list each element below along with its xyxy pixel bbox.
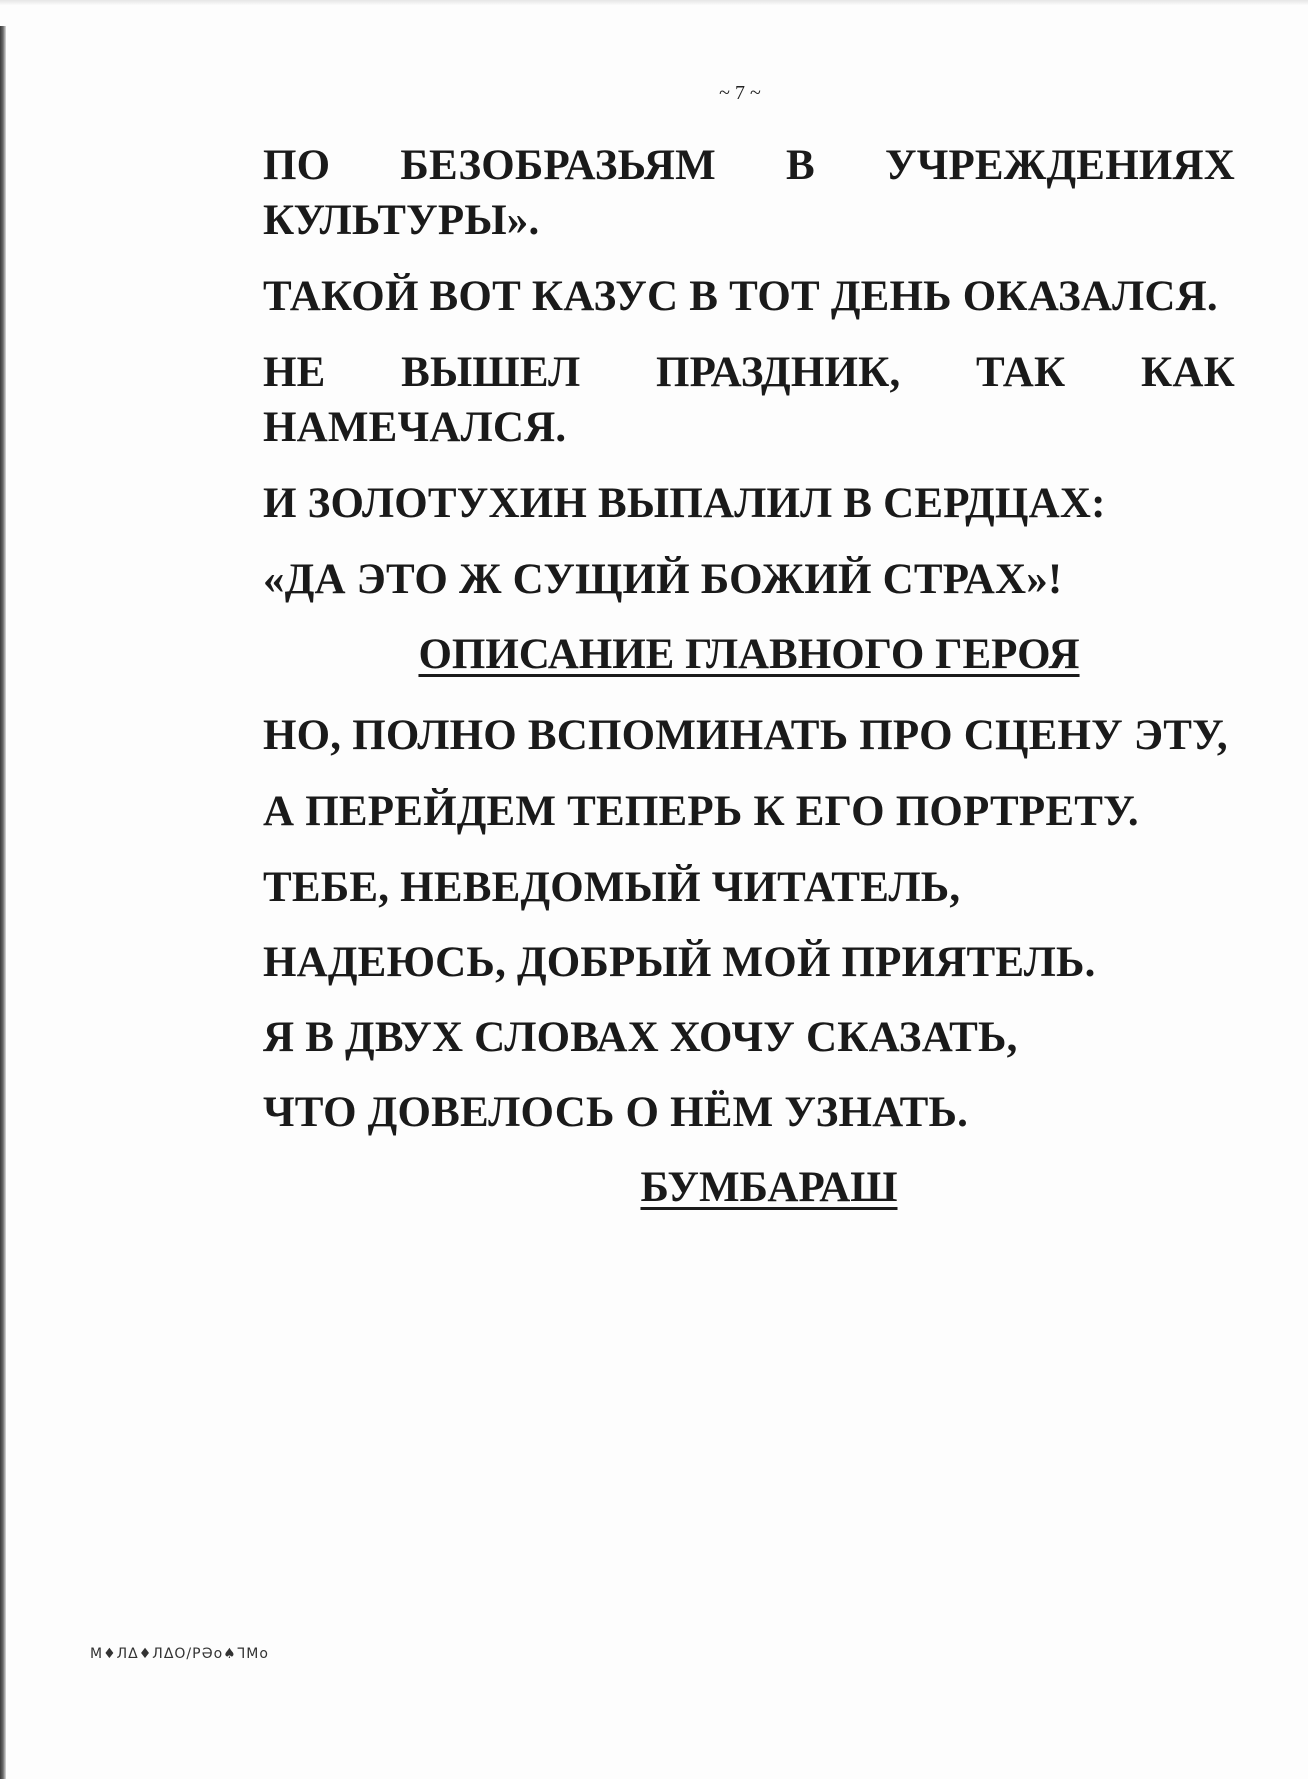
poem-line: ТАКОЙ ВОТ КАЗУС В ТОТ ДЕНЬ ОКАЗАЛСЯ. (263, 273, 1218, 320)
poem-line: Я В ДВУХ СЛОВАХ ХОЧУ СКАЗАТЬ, (263, 1014, 1018, 1061)
poem-line: А ПЕРЕЙДЕМ ТЕПЕРЬ К ЕГО ПОРТРЕТУ. (263, 788, 1139, 835)
poem-line: И ЗОЛОТУХИН ВЫПАЛИЛ В СЕРДЦАХ: (263, 480, 1106, 527)
scan-top-edge (0, 0, 1308, 6)
footer-code: M♦ЛΔ♦ЛΔО/ΡӘо♠ᒣMо (90, 1646, 269, 1662)
poem-body (263, 138, 1235, 1241)
poem-line: ЧТО ДОВЕЛОСЬ О НЁМ УЗНАТЬ. (263, 1089, 969, 1136)
poem-line: «ДА ЭТО Ж СУЩИЙ БОЖИЙ СТРАХ»! (263, 556, 1063, 603)
scan-left-edge (0, 26, 6, 1779)
poem-line: ТЕБЕ, НЕВЕДОМЫЙ ЧИТАТЕЛЬ, (263, 864, 961, 911)
author-heading: БУМБАРАШ (640, 1164, 898, 1211)
poem-line: НЕ ВЫШЕЛ ПРАЗДНИК, ТАК КАК НАМЕЧАЛСЯ. (263, 349, 1235, 451)
poem-line: ПО БЕЗОБРАЗЬЯМ В УЧРЕЖДЕНИЯХ КУЛЬТУРЫ». (263, 142, 1235, 244)
page-number: ~ 7 ~ (719, 82, 761, 104)
section-heading: ОПИСАНИЕ ГЛАВНОГО ГЕРОЯ (418, 631, 1080, 678)
poem-line: НО, ПОЛНО ВСПОМИНАТЬ ПРО СЦЕНУ ЭТУ, (263, 712, 1228, 759)
poem-line: НАДЕЮСЬ, ДОБРЫЙ МОЙ ПРИЯТЕЛЬ. (263, 939, 1096, 986)
